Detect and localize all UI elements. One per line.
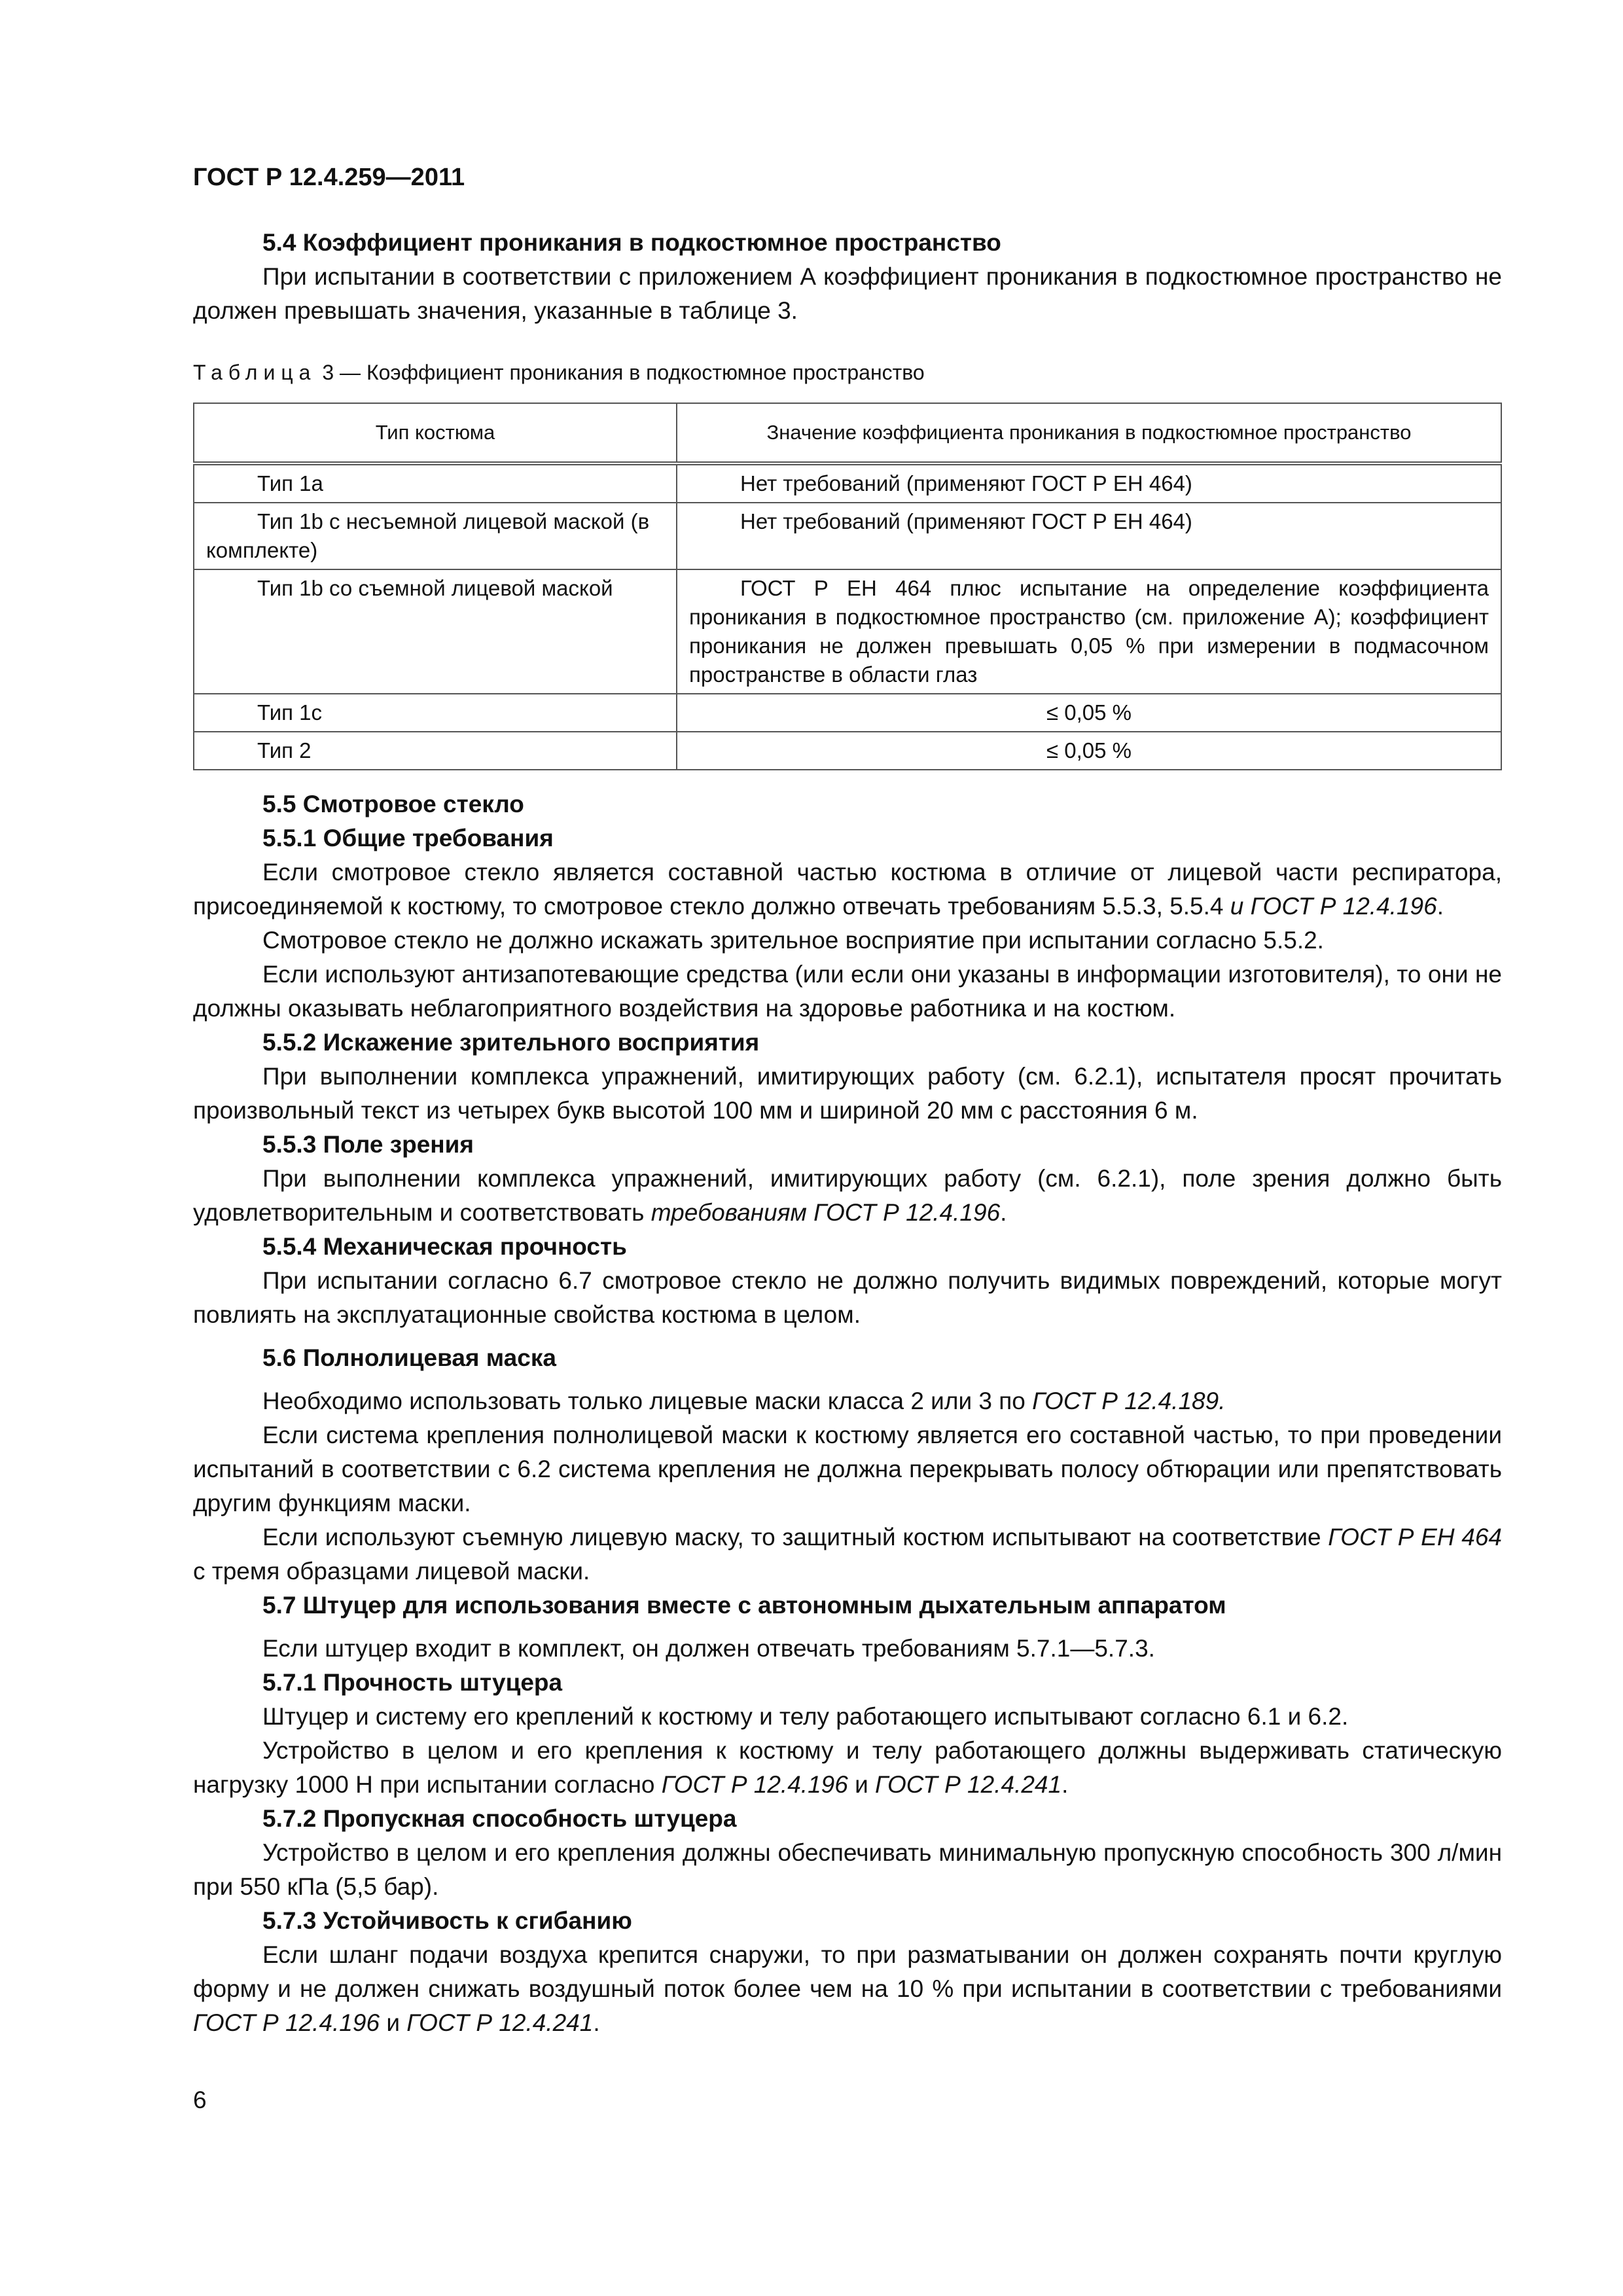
cell-suit-type: Тип 1а — [194, 463, 677, 503]
section-5-5-1-heading: 5.5.1 Общие требования — [262, 825, 554, 852]
column-header-suit-type: Тип костюма — [194, 403, 677, 463]
cell-value: ГОСТ Р ЕН 464 плюс испытание на определение коэффициента проникания в подкостюмное пространство (см. приложение А); коэффициент проникания не должен превышать 0,05 % при измерении в подмасочном пространстве в области глаз — [677, 569, 1501, 694]
table-row — [194, 503, 1501, 569]
paragraph: При выполнении комплекса упражнений, имитирующих работу (см. 6.2.1), поле зрения должно быть удовлетворительным и соответствовать требованиям ГОСТ Р 12.4.196. — [193, 1165, 1502, 1226]
page-number: 6 — [193, 2087, 207, 2113]
page-content — [193, 226, 1502, 2040]
cell-suit-type: Тип 1b со съемной лицевой маской — [194, 569, 677, 694]
section-5-7-2-heading: 5.7.2 Пропускная способность штуцера — [262, 1805, 737, 1832]
section-5-7-heading: 5.7 Штуцер для использования вместе с автономным дыхательным аппаратом — [262, 1592, 1226, 1619]
paragraph: Необходимо использовать только лицевые маски класса 2 или 3 по ГОСТ Р 12.4.189. — [262, 1388, 1226, 1414]
section-5-4-paragraph: При испытании в соответствии с приложением А коэффициент проникания в подкостюмное пространство не должен превышать значения, указанные в таблице 3. — [193, 263, 1502, 324]
paragraph: Смотровое стекло не должно искажать зрительное восприятие при испытании согласно 5.5.2. — [262, 927, 1324, 954]
table-row — [194, 463, 1501, 503]
table-caption-prefix: Таблица — [193, 361, 317, 384]
paragraph: При испытании согласно 6.7 смотровое стекло не должно получить видимых повреждений, которые могут повлиять на эксплуатационные свойства костюма в целом. — [193, 1267, 1502, 1328]
section-5-7-1-heading: 5.7.1 Прочность штуцера — [262, 1669, 563, 1696]
paragraph: Если смотровое стекло является составной частью костюма в отличие от лицевой части респиратора, присоединяемой к костюму, то смотровое стекло должно отвечать требованиям 5.5.3, 5.5.4 и ГОСТ Р 12.4.196. — [193, 859, 1502, 920]
table-3-caption — [193, 355, 1502, 389]
cell-suit-type: Тип 2 — [194, 732, 677, 770]
section-5-7-3-heading: 5.7.3 Устойчивость к сгибанию — [262, 1907, 632, 1934]
paragraph: Если используют съемную лицевую маску, то защитный костюм испытывают на соответствие ГОСТ Р ЕН 464 с тремя образцами лицевой маски. — [193, 1524, 1502, 1585]
paragraph: Если шланг подачи воздуха крепится снаружи, то при разматывании он должен сохранять почти круглую форму и не должен снижать воздушный поток более чем на 10 % при испытании в соответствии с требованиями ГОСТ Р 12.4.196 и ГОСТ Р 12.4.241. — [193, 1941, 1502, 2036]
cell-suit-type: Тип 1с — [194, 694, 677, 732]
table-row — [194, 569, 1501, 694]
section-5-4-heading: 5.4 Коэффициент проникания в подкостюмное пространство — [262, 229, 1001, 256]
cell-value: ≤ 0,05 % — [677, 694, 1501, 732]
section-5-5-heading: 5.5 Смотровое стекло — [262, 791, 524, 817]
cell-value: Нет требований (применяют ГОСТ Р ЕН 464) — [677, 463, 1501, 503]
paragraph: Устройство в целом и его крепления к костюму и телу работающего должны выдерживать статическую нагрузку 1000 Н при испытании согласно ГОСТ Р 12.4.196 и ГОСТ Р 12.4.241. — [193, 1737, 1502, 1798]
table-caption-text: 3 — Коэффициент проникания в подкостюмное пространство — [316, 361, 925, 384]
paragraph: Устройство в целом и его крепления должны обеспечивать минимальную пропускную способность 300 л/мин при 550 кПа (5,5 бар). — [193, 1839, 1502, 1900]
cell-value: ≤ 0,05 % — [677, 732, 1501, 770]
paragraph: Если штуцер входит в комплект, он должен отвечать требованиям 5.7.1—5.7.3. — [262, 1635, 1155, 1662]
cell-value: Нет требований (применяют ГОСТ Р ЕН 464) — [677, 503, 1501, 569]
section-5-6-heading: 5.6 Полнолицевая маска — [262, 1344, 556, 1371]
section-5-5-4-heading: 5.5.4 Механическая прочность — [262, 1233, 627, 1260]
standard-header: ГОСТ Р 12.4.259—2011 — [193, 164, 465, 191]
section-5-5-3-heading: 5.5.3 Поле зрения — [262, 1131, 474, 1158]
section-5-5-2-heading: 5.5.2 Искажение зрительного восприятия — [262, 1029, 760, 1056]
paragraph: Если используют антизапотевающие средства (или если они указаны в информации изготовителя), то они не должны оказывать неблагоприятного воздействия на здоровье работника и на костюм. — [193, 961, 1502, 1022]
cell-suit-type: Тип 1b с несъемной лицевой маской (в комплекте) — [194, 503, 677, 569]
table-row — [194, 732, 1501, 770]
paragraph: Штуцер и систему его креплений к костюму и телу работающего испытывают согласно 6.1 и 6.2. — [262, 1703, 1349, 1730]
table-row — [194, 694, 1501, 732]
column-header-penetration-value: Значение коэффициента проникания в подкостюмное пространство — [677, 403, 1501, 463]
table-header-row — [194, 403, 1501, 463]
paragraph: Если система крепления полнолицевой маски к костюму является его составной частью, то при проведении испытаний в соответствии с 6.2 система крепления не должна перекрывать полосу обтюрации или препятствовать другим функциям маски. — [193, 1422, 1502, 1516]
table-3 — [193, 403, 1502, 770]
paragraph: При выполнении комплекса упражнений, имитирующих работу (см. 6.2.1), испытателя просят прочитать произвольный текст из четырех букв высотой 100 мм и шириной 20 мм с расстояния 6 м. — [193, 1063, 1502, 1124]
